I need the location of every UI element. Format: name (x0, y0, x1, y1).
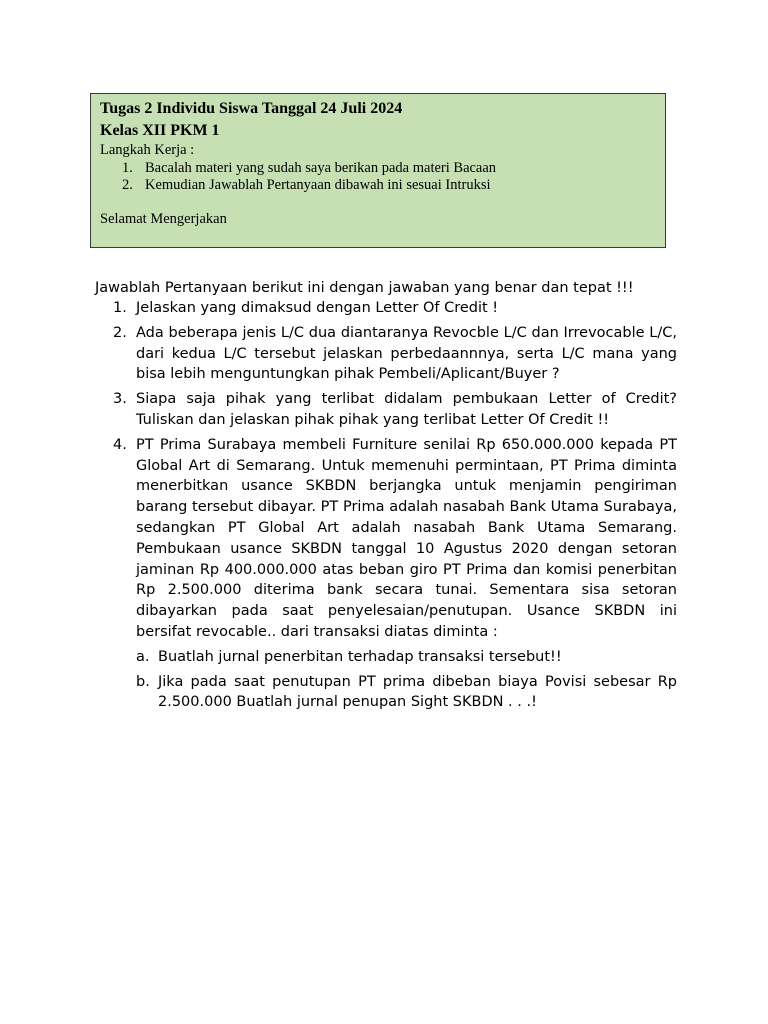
question-item (95, 323, 677, 385)
steps-label: Langkah Kerja : (100, 142, 195, 158)
question-item (95, 298, 677, 319)
question-section (95, 278, 677, 717)
sub-question-item (136, 672, 677, 714)
class-title: Kelas XII PKM 1 (100, 122, 220, 139)
question-number: 3. (113, 391, 127, 408)
step-item (100, 177, 656, 194)
step-item (100, 160, 656, 177)
intro-text: Jawablah Pertanyaan berikut ini dengan jawaban yang benar dan tepat !!! (95, 280, 634, 296)
question-text: Siapa saja pihak yang terlibat didalam pembukaan Letter of Credit? Tuliskan dan jelaskan pihak pihak yang terlibat Letter Of Credit !! (136, 391, 677, 428)
sub-question-item (136, 647, 677, 668)
question-text: Ada beberapa jenis L/C dua diantaranya Revocble L/C dan Irrevocable L/C, dari kedua L/C tersebut jelaskan perbedaannnya, serta L/C mana yang bisa lebih menguntungkan pihak Pembeli/Aplicant/Buyer ? (136, 324, 677, 383)
sub-question-text: Buatlah jurnal penerbitan terhadap transaksi tersebut!! (158, 648, 562, 665)
question-text: PT Prima Surabaya membeli Furniture senilai Rp 650.000.000 kepada PT Global Art di Semarang. Untuk memenuhi permintaan, PT Prima diminta menerbitkan usance SKBDN berjangka untuk menjamin pengiriman barang tersebut dibayar. PT Prima adalah nasabah Bank Utama Surabaya, sedangkan PT Global Art adalah nasabah Bank Utama Semarang. Pembukaan usance SKBDN tanggal 10 Agustus 2020 dengan setoran jaminan Rp 400.000.000 atas beban giro PT Prima dan komisi penerbitan Rp 2.500.000 diterima bank secara tunai. Sementara sisa setoran dibayarkan pada saat penyelesaian/penutupan. Usance SKBDN ini bersifat revocable.. dari transaksi diatas diminta : (136, 436, 677, 640)
question-text: Jelaskan yang dimaksud dengan Letter Of Credit ! (136, 300, 499, 316)
closing-text: Selamat Mengerjakan (100, 211, 227, 227)
steps-list (100, 160, 656, 194)
sub-question-letter: b. (136, 673, 150, 690)
question-item (95, 435, 677, 713)
step-number: 1. (122, 160, 133, 176)
question-list (95, 298, 677, 713)
step-number: 2. (122, 177, 133, 193)
sub-question-list (136, 647, 677, 713)
step-text: Kemudian Jawablah Pertanyaan dibawah ini sesuai Intruksi (145, 177, 491, 193)
question-item (95, 389, 677, 431)
sub-question-text: Jika pada saat penutupan PT prima dibeban biaya Povisi sebesar Rp 2.500.000 Buatlah jurnal penupan Sight SKBDN . . .! (158, 673, 677, 711)
instruction-box (90, 93, 666, 248)
sub-question-letter: a. (136, 648, 150, 665)
question-number: 2. (113, 324, 127, 341)
assignment-title: Tugas 2 Individu Siswa Tanggal 24 Juli 2024 (100, 100, 403, 117)
question-number: 1. (113, 300, 127, 316)
question-number: 4. (113, 436, 127, 453)
step-text: Bacalah materi yang sudah saya berikan pada materi Bacaan (145, 160, 497, 176)
